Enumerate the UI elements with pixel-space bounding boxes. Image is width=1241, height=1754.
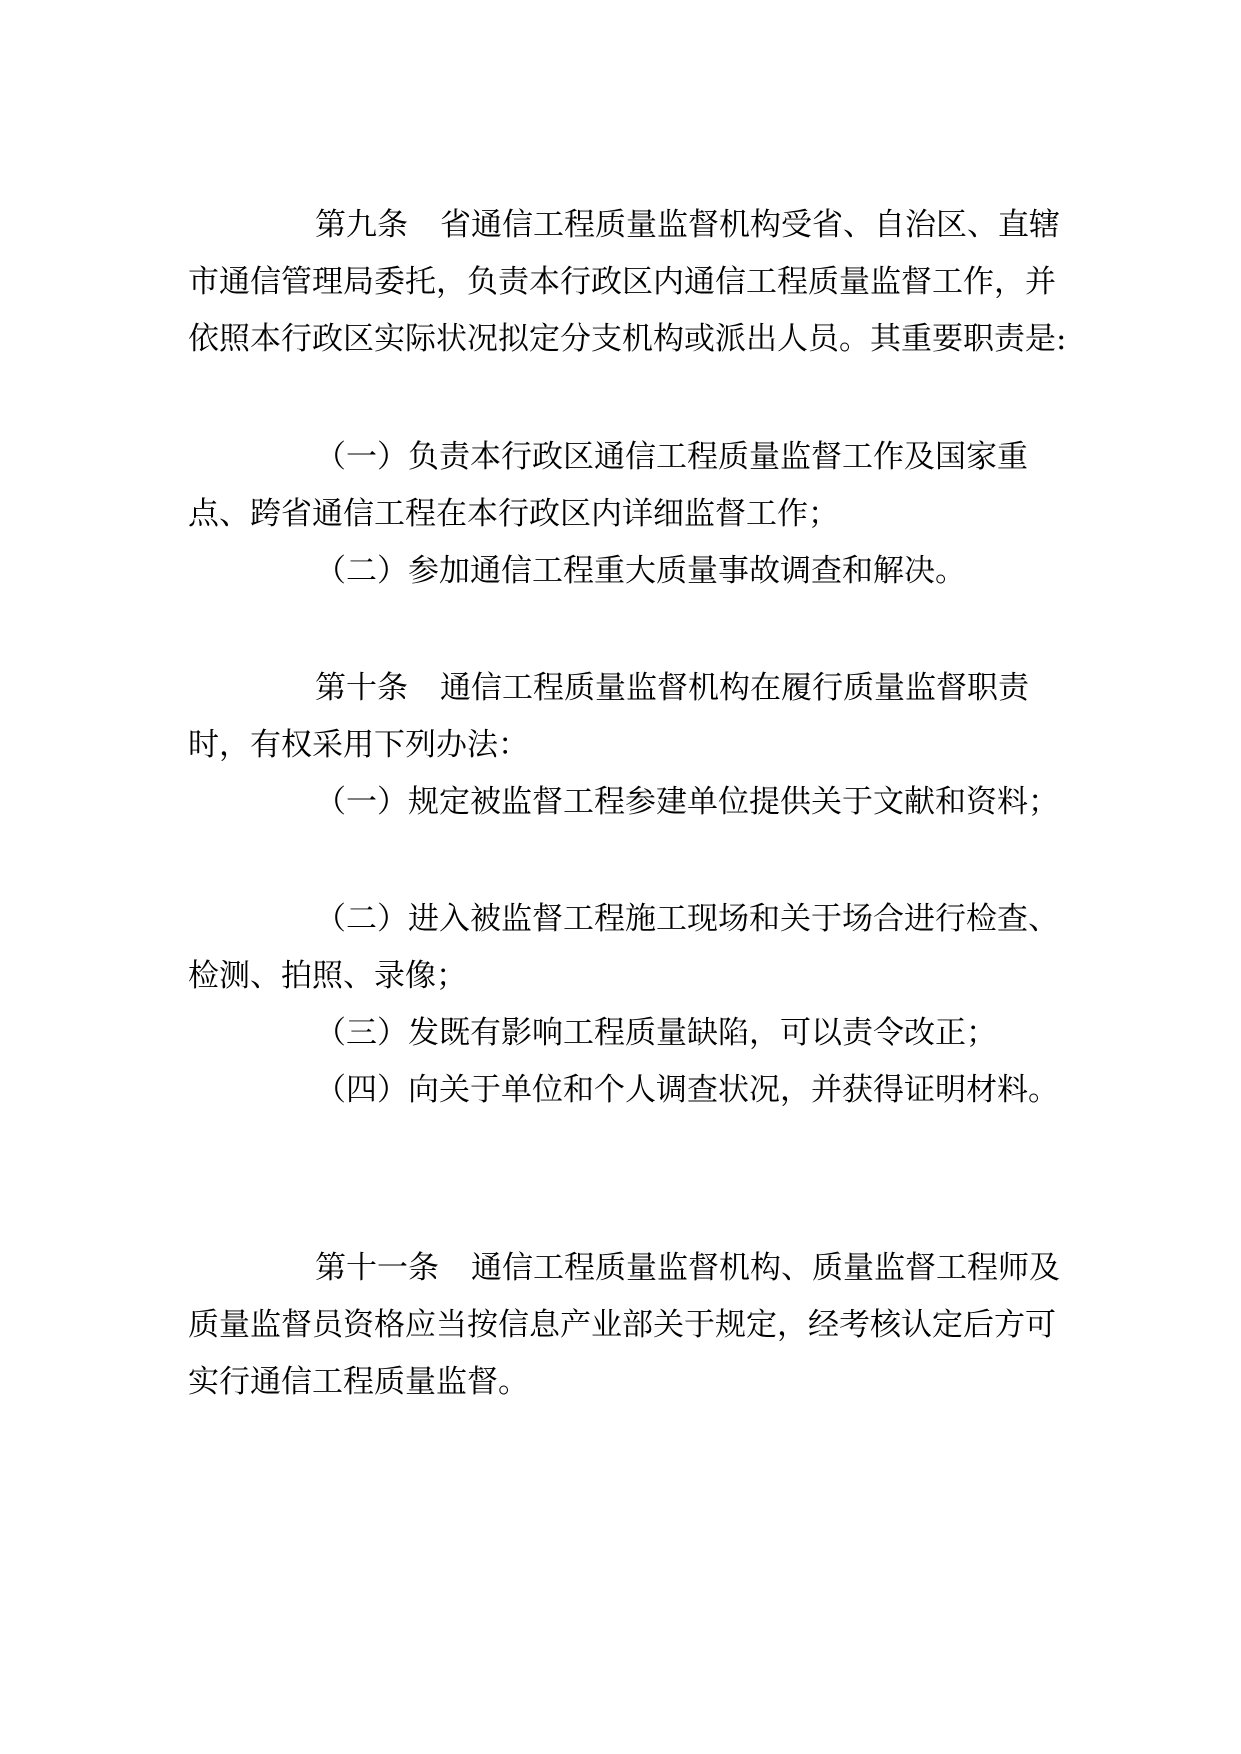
article11-text1: 通信工程质量监督机构、质量监督工程师及 (471, 1250, 1060, 1286)
article11-line2: 质量监督员资格应当按信息产业部关于规定，经考核认定后方可 (188, 1307, 1056, 1343)
article11-line1 (315, 1248, 1060, 1288)
article9-item2: （二）参加通信工程重大质量事故调查和解决。 (315, 553, 966, 589)
article10-text1: 通信工程质量监督机构在履行质量监督职责 (440, 670, 1029, 706)
article9-item1-line2: 点、跨省通信工程在本行政区内详细监督工作； (188, 496, 839, 532)
article10-heading: 第十条 (315, 670, 408, 706)
article10-item2-line2: 检测、拍照、录像； (188, 958, 467, 994)
article11-line3: 实行通信工程质量监督。 (188, 1364, 529, 1400)
article9-line3: 依照本行政区实际状况拟定分支机构或派出人员。其重要职责是: (188, 321, 1067, 357)
article9-line1 (315, 205, 1060, 245)
article10-item2-line1: （二）进入被监督工程施工现场和关于场合进行检查、 (315, 901, 1059, 937)
article11-heading: 第十一条 (315, 1250, 439, 1286)
article10-item3: （三）发既有影响工程质量缺陷，可以责令改正； (315, 1015, 997, 1051)
article10-item1: （一）规定被监督工程参建单位提供关于文献和资料； (315, 784, 1059, 820)
article10-item4: （四）向关于单位和个人调查状况，并获得证明材料。 (315, 1072, 1059, 1108)
article9-text1: 省通信工程质量监督机构受省、自治区、直辖 (440, 207, 1060, 243)
article9-item1-line1: （一）负责本行政区通信工程质量监督工作及国家重 (315, 439, 1028, 475)
article10-line1 (315, 668, 1029, 708)
article9-line2: 市通信管理局委托，负责本行政区内通信工程质量监督工作，并 (188, 264, 1056, 300)
article9-heading: 第九条 (315, 207, 408, 243)
article10-line2: 时，有权采用下列办法： (188, 727, 529, 763)
